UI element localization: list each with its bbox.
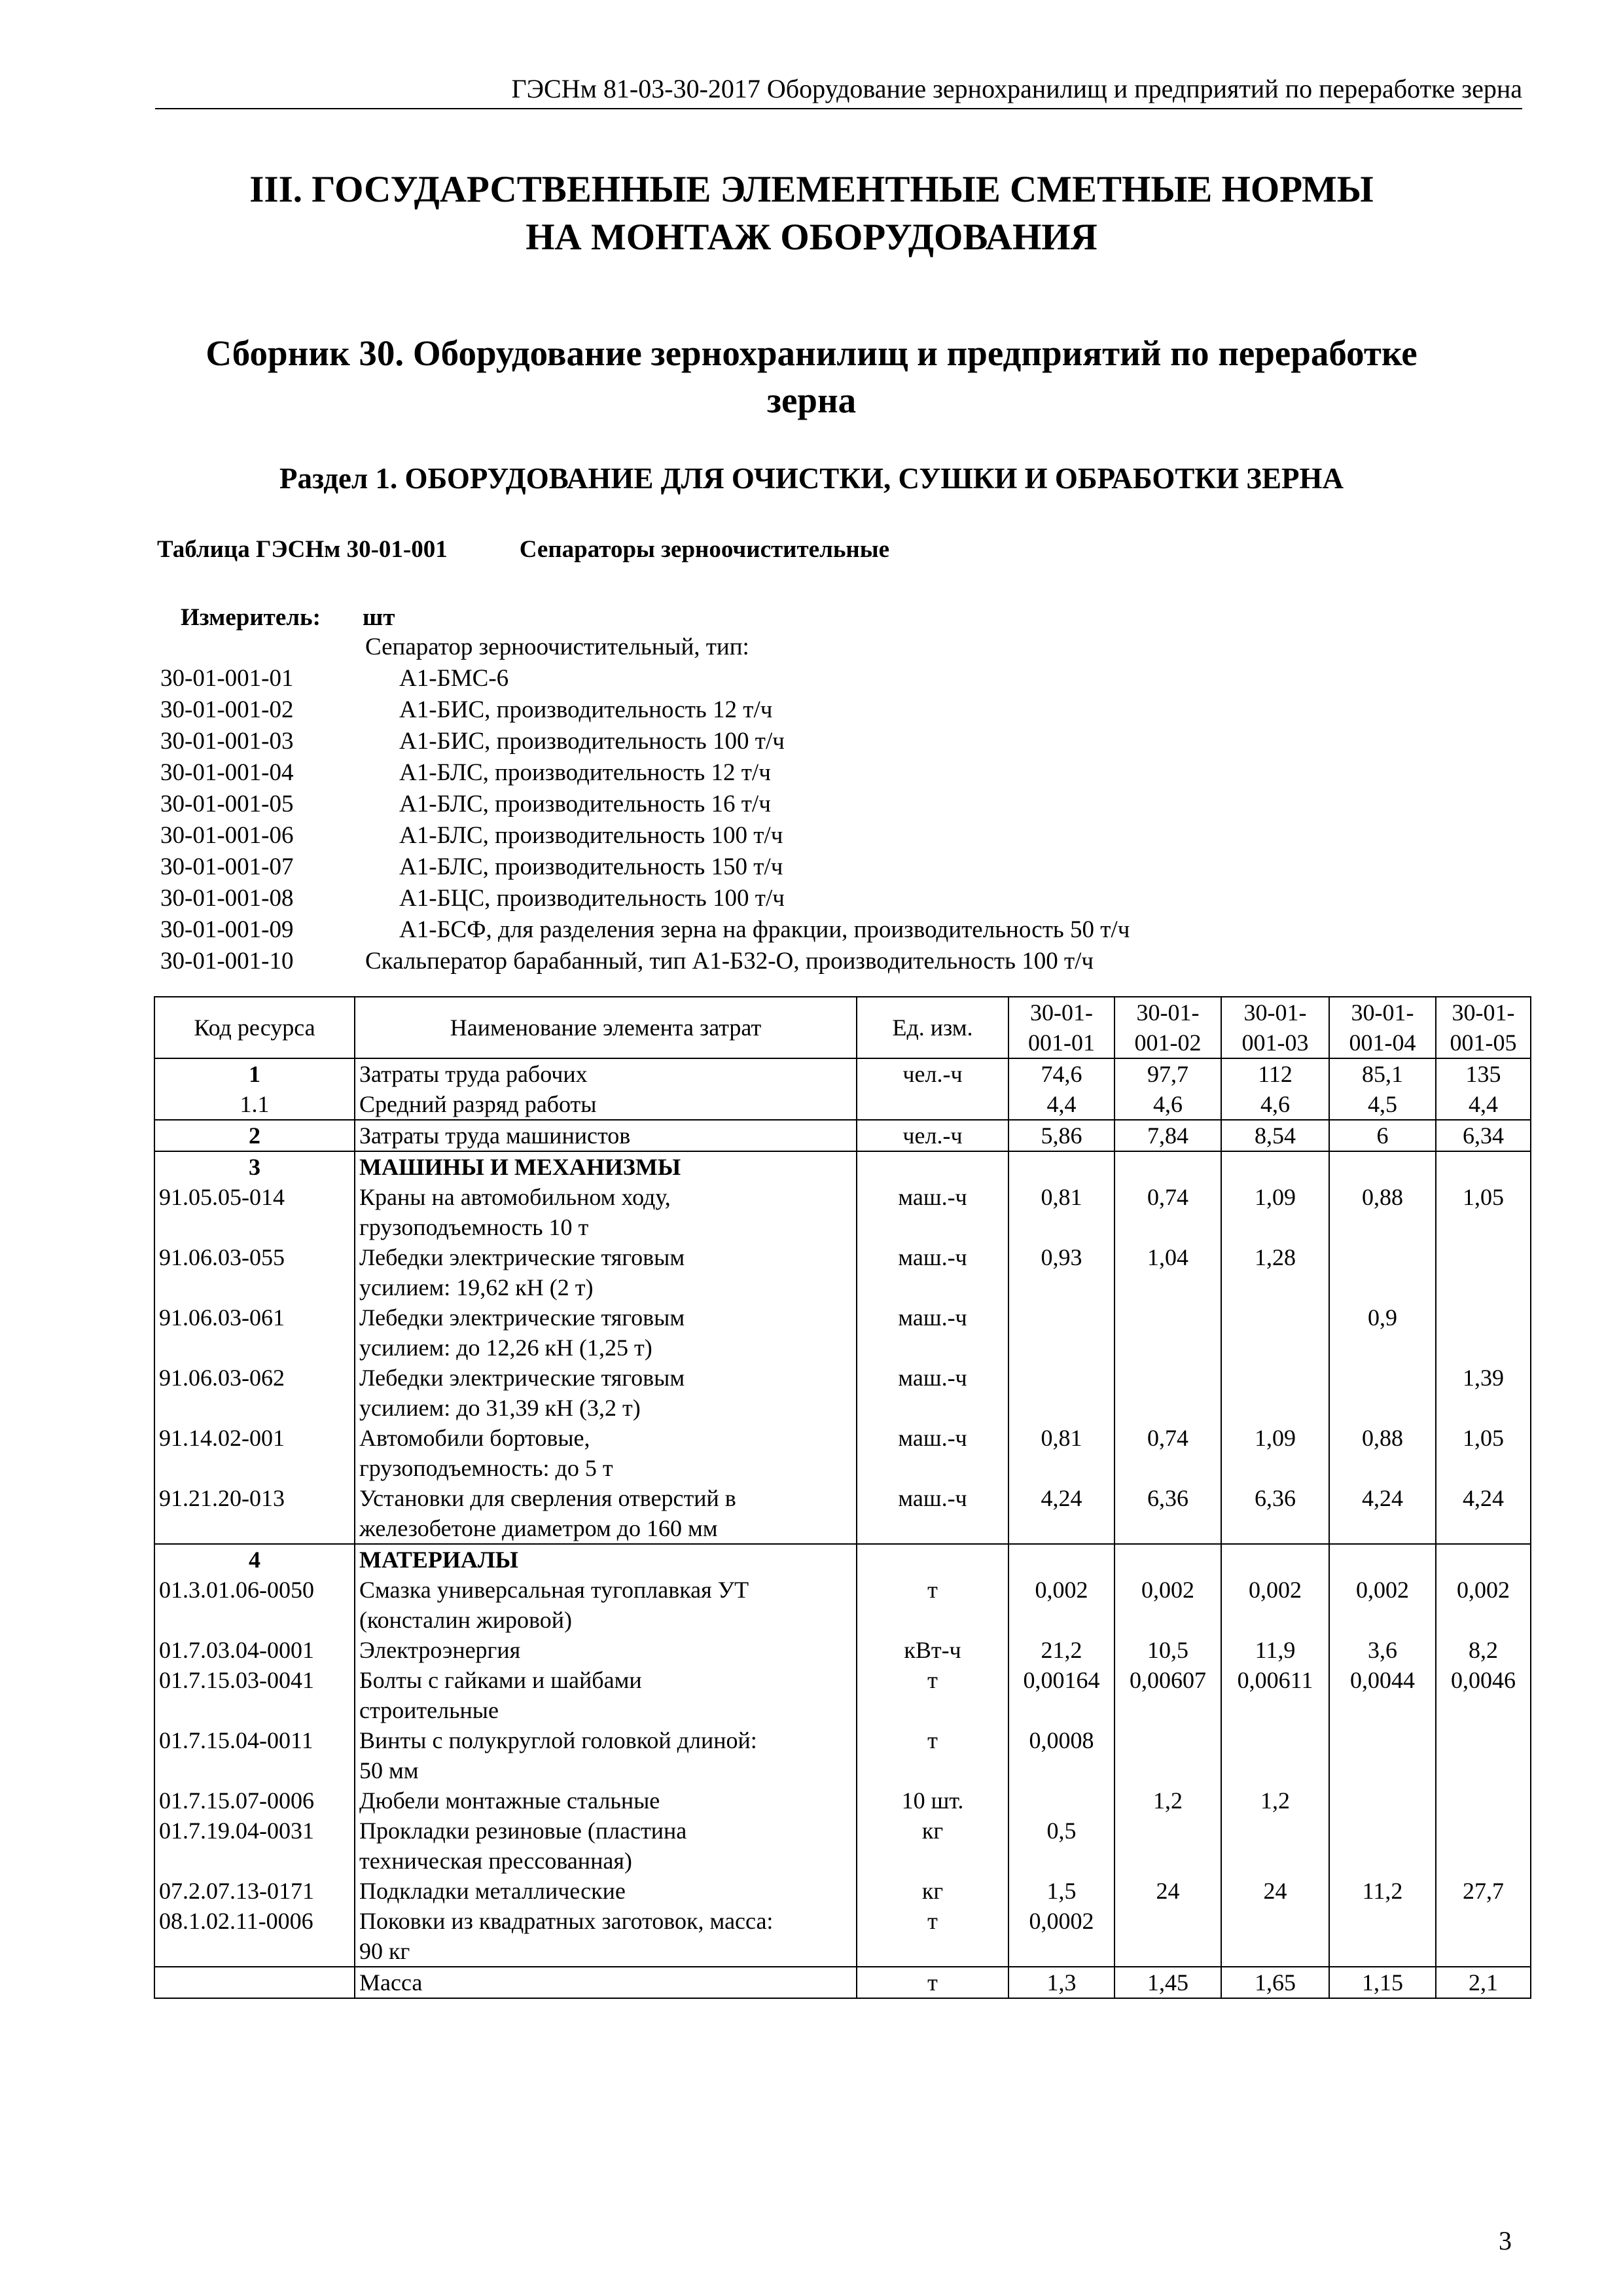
meter-label: Измеритель: [181, 604, 321, 631]
resource-value: 6,34 [1436, 1120, 1531, 1151]
resource-value [1329, 1363, 1436, 1423]
resource-value [1221, 1302, 1329, 1363]
table-caption [157, 535, 889, 564]
resource-code: 1.1 [154, 1089, 355, 1120]
resource-value [1115, 1363, 1221, 1423]
resource-value [1221, 1544, 1329, 1575]
variant-code: 30-01-001-05 [160, 791, 294, 817]
variant-description: А1-БЦС, производительность 100 т/ч [399, 885, 785, 912]
variant-code: 30-01-001-06 [160, 822, 294, 849]
resource-value [1329, 1544, 1436, 1575]
resource-name-line: Винты с полукруглой головкой длиной: [359, 1727, 757, 1753]
resource-value: 0,81 [1008, 1182, 1115, 1242]
resource-value [1329, 1785, 1436, 1816]
resource-value [1329, 1242, 1436, 1302]
resource-name-line: 90 кг [359, 1938, 410, 1964]
resource-name-line: 50 мм [359, 1757, 419, 1784]
table-row [154, 1635, 1531, 1665]
resource-value [1115, 1151, 1221, 1182]
resource-value: 0,002 [1008, 1575, 1115, 1635]
resource-value: 85,1 [1329, 1058, 1436, 1089]
header-col-5: 30-01- 001-05 [1436, 997, 1531, 1058]
resource-code: 01.7.19.04-0031 [154, 1816, 355, 1876]
meter-value: шт [363, 604, 395, 631]
table-row [154, 1816, 1531, 1876]
resource-value [1436, 1785, 1531, 1816]
resource-value [1436, 1906, 1531, 1967]
resource-name [355, 1483, 857, 1544]
resource-name [355, 1785, 857, 1816]
header-col-4: 30-01- 001-04 [1329, 997, 1436, 1058]
table-row [154, 1785, 1531, 1816]
resource-value: 21,2 [1008, 1635, 1115, 1665]
resource-value: 1,39 [1436, 1363, 1531, 1423]
resource-value: 1,04 [1115, 1242, 1221, 1302]
resource-name-line: Лебедки электрические тяговым [359, 1304, 685, 1331]
resource-value: 1,3 [1008, 1967, 1115, 1998]
resource-name-line: Лебедки электрические тяговым [359, 1244, 685, 1270]
resource-value [1436, 1816, 1531, 1876]
resource-value [1115, 1725, 1221, 1785]
resource-name-line: (консталин жировой) [359, 1607, 573, 1633]
header-unit: Ед. изм. [857, 997, 1008, 1058]
resource-unit: маш.-ч [857, 1182, 1008, 1242]
resource-name-line: Смазка универсальная тугоплавкая УТ [359, 1577, 749, 1603]
resource-name-line: Прокладки резиновые (пластина [359, 1818, 687, 1844]
variant-code: 30-01-001-07 [160, 853, 294, 880]
resource-value: 1,5 [1008, 1876, 1115, 1906]
header-col-3: 30-01- 001-03 [1221, 997, 1329, 1058]
resource-value: 0,00611 [1221, 1665, 1329, 1725]
resource-value [1221, 1151, 1329, 1182]
resource-value: 5,86 [1008, 1120, 1115, 1151]
table-row [154, 1302, 1531, 1363]
resource-unit: маш.-ч [857, 1242, 1008, 1302]
resource-value: 0,002 [1221, 1575, 1329, 1635]
table-row [154, 1544, 1531, 1575]
variant-code: 30-01-001-01 [160, 665, 294, 692]
resource-value: 0,88 [1329, 1423, 1436, 1483]
resource-name-line: Подкладки металлические [359, 1878, 626, 1904]
variant-code: 30-01-001-09 [160, 916, 294, 943]
variant-description: А1-БЛС, производительность 12 т/ч [399, 759, 771, 786]
resource-value: 24 [1221, 1876, 1329, 1906]
resource-unit [857, 1151, 1008, 1182]
resource-name-line: Электроэнергия [359, 1637, 521, 1663]
variant-code: 30-01-001-03 [160, 728, 294, 755]
resource-name [355, 1544, 857, 1575]
resource-name-line: строительные [359, 1697, 499, 1723]
resource-name-line: Поковки из квадратных заготовок, масса: [359, 1908, 774, 1934]
variant-code: 30-01-001-08 [160, 885, 294, 912]
resource-unit: т [857, 1575, 1008, 1635]
resource-value [1329, 1725, 1436, 1785]
resource-unit: кг [857, 1876, 1008, 1906]
resource-name [355, 1302, 857, 1363]
resource-value: 27,7 [1436, 1876, 1531, 1906]
resource-value: 1,09 [1221, 1423, 1329, 1483]
resource-value: 0,9 [1329, 1302, 1436, 1363]
resource-value: 10,5 [1115, 1635, 1221, 1665]
variant-code: 30-01-001-04 [160, 759, 294, 786]
resource-value [1329, 1151, 1436, 1182]
resource-name-line: Средний разряд работы [359, 1091, 597, 1117]
resource-unit: кг [857, 1816, 1008, 1876]
resource-name-line: усилием: 19,62 кН (2 т) [359, 1274, 594, 1300]
resource-name [355, 1120, 857, 1151]
resource-code: 07.2.07.13-0171 [154, 1876, 355, 1906]
resource-unit: маш.-ч [857, 1363, 1008, 1423]
resource-name [355, 1423, 857, 1483]
variant-description: А1-БИС, производительность 12 т/ч [399, 696, 773, 723]
resource-value: 0,74 [1115, 1423, 1221, 1483]
resource-value: 74,6 [1008, 1058, 1115, 1089]
resource-value [1221, 1725, 1329, 1785]
resource-value: 2,1 [1436, 1967, 1531, 1998]
resource-value: 3,6 [1329, 1635, 1436, 1665]
resource-value: 1,09 [1221, 1182, 1329, 1242]
variant-code: 30-01-001-02 [160, 696, 294, 723]
resource-code: 01.7.15.07-0006 [154, 1785, 355, 1816]
collection-title-line-1: Сборник 30. Оборудование зернохранилищ и предприятий по переработке [205, 333, 1418, 373]
resource-value [1436, 1151, 1531, 1182]
resource-name [355, 1242, 857, 1302]
variant-description: А1-БИС, производительность 100 т/ч [399, 728, 785, 755]
table-row [154, 1967, 1531, 1998]
resource-unit: т [857, 1906, 1008, 1967]
resource-value: 97,7 [1115, 1058, 1221, 1089]
resource-name-line: грузоподъемность: до 5 т [359, 1455, 613, 1481]
resource-value [1008, 1785, 1115, 1816]
resource-name [355, 1575, 857, 1635]
resource-value: 6 [1329, 1120, 1436, 1151]
resource-name [355, 1665, 857, 1725]
resource-value [1115, 1816, 1221, 1876]
resource-unit: маш.-ч [857, 1302, 1008, 1363]
resource-value: 11,2 [1329, 1876, 1436, 1906]
resource-code: 01.3.01.06-0050 [154, 1575, 355, 1635]
resource-name-line: Автомобили бортовые, [359, 1425, 590, 1451]
variant-description: А1-БМС-6 [399, 665, 509, 692]
resource-name-line: Затраты труда машинистов [359, 1122, 631, 1149]
collection-title-line-2: зерна [766, 380, 857, 420]
resource-code: 91.06.03-055 [154, 1242, 355, 1302]
variant-description: А1-БЛС, производительность 100 т/ч [399, 822, 783, 849]
section-title: Раздел 1. ОБОРУДОВАНИЕ ДЛЯ ОЧИСТКИ, СУШКИ И ОБРАБОТКИ ЗЕРНА [279, 462, 1344, 495]
resource-code [154, 1967, 355, 1998]
table-row [154, 1906, 1531, 1967]
resource-name [355, 1816, 857, 1876]
resource-name-line: железобетоне диаметром до 160 мм [359, 1515, 718, 1541]
resource-value: 0,002 [1115, 1575, 1221, 1635]
resource-name-line: Лебедки электрические тяговым [359, 1365, 685, 1391]
resource-code: 91.06.03-062 [154, 1363, 355, 1423]
table-row [154, 1120, 1531, 1151]
table-row [154, 1151, 1531, 1182]
resource-name [355, 1058, 857, 1089]
table-name: Сепараторы зерноочистительные [519, 536, 890, 563]
resource-name [355, 1967, 857, 1998]
resource-name-line: Дюбели монтажные стальные [359, 1787, 660, 1814]
resource-value: 4,24 [1329, 1483, 1436, 1544]
resource-unit: чел.-ч [857, 1058, 1008, 1089]
resource-value: 0,002 [1329, 1575, 1436, 1635]
resource-value: 4,6 [1115, 1089, 1221, 1120]
table-code: Таблица ГЭСНм 30-01-001 [157, 536, 448, 563]
resource-value: 0,002 [1436, 1575, 1531, 1635]
table-row [154, 1182, 1531, 1242]
variant-description: А1-БЛС, производительность 16 т/ч [399, 791, 771, 817]
resource-value: 4,24 [1008, 1483, 1115, 1544]
resource-value: 1,2 [1115, 1785, 1221, 1816]
variant-description: А1-БСФ, для разделения зерна на фракции, производительность 50 т/ч [399, 916, 1130, 943]
resource-value: 6,36 [1115, 1483, 1221, 1544]
variant-description: Скальператор барабанный, тип А1-Б32-О, производительность 100 т/ч [365, 948, 1094, 975]
resource-code: 3 [154, 1151, 355, 1182]
header-code: Код ресурса [154, 997, 355, 1058]
resource-value: 1,2 [1221, 1785, 1329, 1816]
resource-name [355, 1363, 857, 1423]
resource-unit [857, 1544, 1008, 1575]
header-name: Наименование элемента затрат [355, 997, 857, 1058]
resource-code: 91.21.20-013 [154, 1483, 355, 1544]
resource-value [1115, 1906, 1221, 1967]
resource-value: 0,81 [1008, 1423, 1115, 1483]
resource-unit: т [857, 1665, 1008, 1725]
resource-value [1008, 1363, 1115, 1423]
table-row [154, 1242, 1531, 1302]
resource-name-line: усилием: до 12,26 кН (1,25 т) [359, 1335, 652, 1361]
resource-unit: маш.-ч [857, 1483, 1008, 1544]
resource-name-line: МАТЕРИАЛЫ [359, 1547, 518, 1573]
resource-name-line: Краны на автомобильном ходу, [359, 1184, 671, 1210]
resource-name-line: Установки для сверления отверстий в [359, 1485, 736, 1511]
table-header-row [154, 997, 1531, 1058]
resource-value [1329, 1906, 1436, 1967]
resource-name [355, 1906, 857, 1967]
resource-value: 0,0046 [1436, 1665, 1531, 1725]
resource-value: 0,74 [1115, 1182, 1221, 1242]
resource-name [355, 1876, 857, 1906]
resource-value [1115, 1544, 1221, 1575]
resource-code: 1 [154, 1058, 355, 1089]
header-col-2: 30-01- 001-02 [1115, 997, 1221, 1058]
variant-code: 30-01-001-10 [160, 948, 294, 975]
table-row [154, 1725, 1531, 1785]
resource-value: 0,88 [1329, 1182, 1436, 1242]
resource-value: 0,00607 [1115, 1665, 1221, 1725]
resource-name-line: МАШИНЫ И МЕХАНИЗМЫ [359, 1154, 681, 1180]
resource-name [355, 1151, 857, 1182]
resource-unit: т [857, 1725, 1008, 1785]
table-row [154, 1483, 1531, 1544]
resource-value [1436, 1302, 1531, 1363]
resource-value: 8,2 [1436, 1635, 1531, 1665]
resource-value: 8,54 [1221, 1120, 1329, 1151]
resource-value: 1,05 [1436, 1423, 1531, 1483]
resource-table [154, 996, 1531, 1999]
resource-value: 0,0044 [1329, 1665, 1436, 1725]
resource-code: 08.1.02.11-0006 [154, 1906, 355, 1967]
resource-value: 6,36 [1221, 1483, 1329, 1544]
resource-value [1436, 1725, 1531, 1785]
resource-code: 91.05.05-014 [154, 1182, 355, 1242]
resource-unit: т [857, 1967, 1008, 1998]
header-col-1: 30-01- 001-01 [1008, 997, 1115, 1058]
resource-value [1329, 1816, 1436, 1876]
table-row [154, 1423, 1531, 1483]
resource-unit: 10 шт. [857, 1785, 1008, 1816]
resource-value: 1,28 [1221, 1242, 1329, 1302]
resource-code: 2 [154, 1120, 355, 1151]
document-title-line-1: III. ГОСУДАРСТВЕННЫЕ ЭЛЕМЕНТНЫЕ СМЕТНЫЕ НОРМЫ [249, 169, 1374, 210]
resource-value: 1,45 [1115, 1967, 1221, 1998]
resource-unit: кВт-ч [857, 1635, 1008, 1665]
resource-name-line: усилием: до 31,39 кН (3,2 т) [359, 1395, 641, 1421]
resource-value: 135 [1436, 1058, 1531, 1089]
resource-value: 4,24 [1436, 1483, 1531, 1544]
resource-value: 4,6 [1221, 1089, 1329, 1120]
resource-value [1221, 1816, 1329, 1876]
resource-value: 112 [1221, 1058, 1329, 1089]
resource-name [355, 1089, 857, 1120]
resource-value: 0,5 [1008, 1816, 1115, 1876]
resource-value [1436, 1242, 1531, 1302]
resource-code: 01.7.15.03-0041 [154, 1665, 355, 1725]
table-row [154, 1876, 1531, 1906]
table-row [154, 1058, 1531, 1089]
variant-description: Сепаратор зерноочистительный, тип: [365, 634, 749, 660]
resource-value: 0,0008 [1008, 1725, 1115, 1785]
resource-code: 91.14.02-001 [154, 1423, 355, 1483]
resource-value: 7,84 [1115, 1120, 1221, 1151]
resource-value: 1,65 [1221, 1967, 1329, 1998]
resource-value: 0,0002 [1008, 1906, 1115, 1967]
resource-value: 11,9 [1221, 1635, 1329, 1665]
running-header: ГЭСНм 81-03-30-2017 Оборудование зернохранилищ и предприятий по переработке зерна [155, 73, 1522, 109]
page-number: 3 [1499, 2226, 1512, 2255]
table-row [154, 1575, 1531, 1635]
resource-name [355, 1635, 857, 1665]
resource-name [355, 1182, 857, 1242]
resource-code: 4 [154, 1544, 355, 1575]
document-title-line-2: НА МОНТАЖ ОБОРУДОВАНИЯ [526, 217, 1097, 258]
resource-value: 4,4 [1008, 1089, 1115, 1120]
resource-name-line: Масса [359, 1969, 423, 1996]
resource-unit: маш.-ч [857, 1423, 1008, 1483]
resource-value: 24 [1115, 1876, 1221, 1906]
resource-value [1008, 1151, 1115, 1182]
resource-code: 01.7.15.04-0011 [154, 1725, 355, 1785]
table-row [154, 1363, 1531, 1423]
resource-value [1115, 1302, 1221, 1363]
resource-value: 1,05 [1436, 1182, 1531, 1242]
resource-value: 0,00164 [1008, 1665, 1115, 1725]
resource-name-line: Затраты труда рабочих [359, 1061, 588, 1087]
resource-value [1436, 1544, 1531, 1575]
resource-code: 91.06.03-061 [154, 1302, 355, 1363]
resource-name [355, 1725, 857, 1785]
resource-value [1221, 1363, 1329, 1423]
resource-name-line: Болты с гайками и шайбами [359, 1667, 642, 1693]
resource-value: 4,5 [1329, 1089, 1436, 1120]
variant-description: А1-БЛС, производительность 150 т/ч [399, 853, 783, 880]
resource-unit: чел.-ч [857, 1120, 1008, 1151]
resource-name-line: грузоподъемность 10 т [359, 1214, 589, 1240]
resource-value: 4,4 [1436, 1089, 1531, 1120]
resource-code: 01.7.03.04-0001 [154, 1635, 355, 1665]
table-row [154, 1665, 1531, 1725]
resource-value: 1,15 [1329, 1967, 1436, 1998]
resource-unit [857, 1089, 1008, 1120]
resource-value [1008, 1544, 1115, 1575]
resource-name-line: техническая прессованная) [359, 1848, 632, 1874]
resource-value [1221, 1906, 1329, 1967]
resource-value: 0,93 [1008, 1242, 1115, 1302]
table-row [154, 1089, 1531, 1120]
resource-value [1008, 1302, 1115, 1363]
